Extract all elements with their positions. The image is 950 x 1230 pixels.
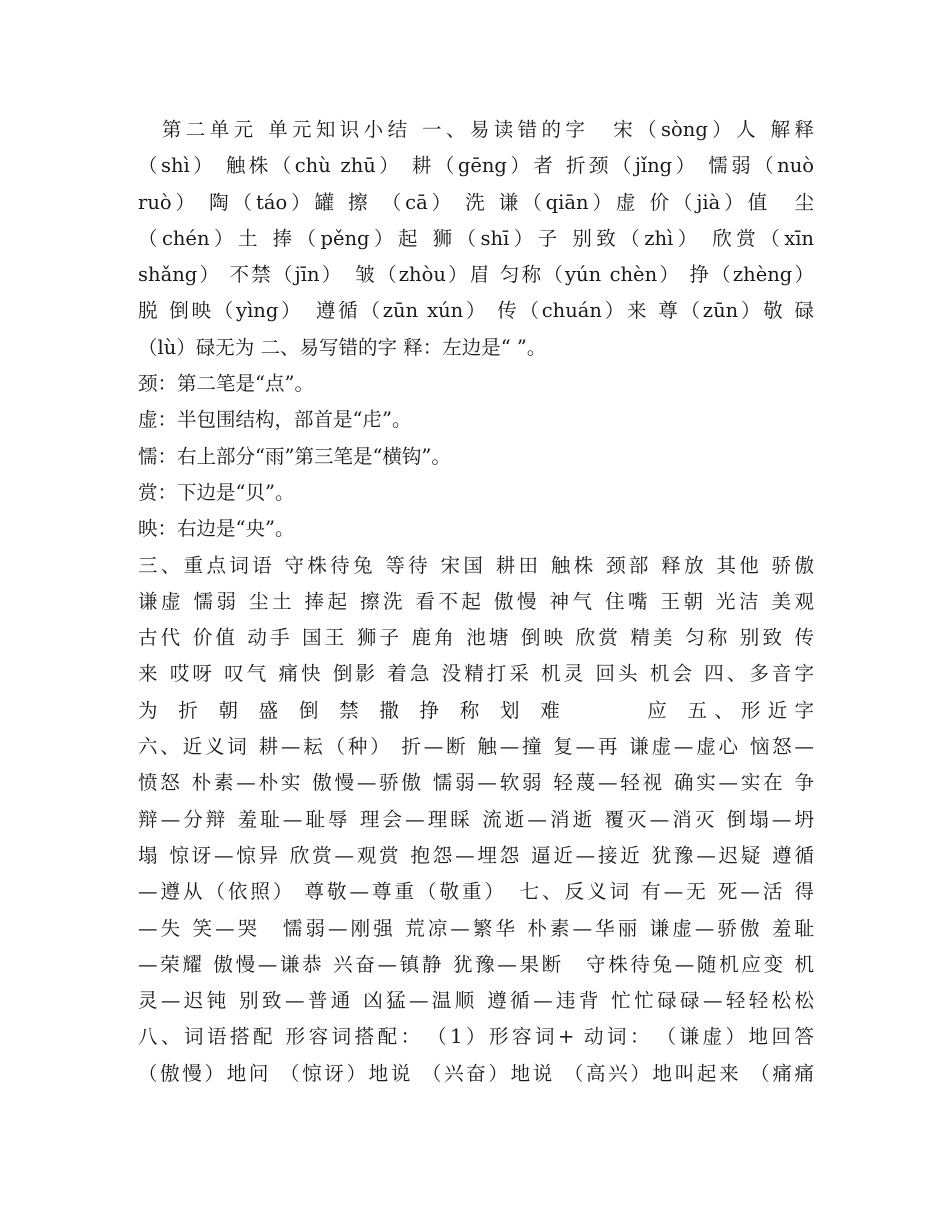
text-line: 灵—迟钝 别致—普通 凶猛—温顺 遵循—违背 忙忙碌碌—轻轻松松: [138, 989, 814, 1013]
text-line: 愤怒 朴素—朴实 傲慢—骄傲 懦弱—软弱 轻蔑—轻视 确实—实在 争: [138, 771, 814, 795]
text-line: 懦：右上部分“雨”第三笔是“横钩”。: [138, 444, 451, 468]
text-line: shǎng） 不禁（jīn） 皱（zhòu）眉 匀称（yún chèn） 挣（zhèng）: [138, 263, 814, 287]
text-line: （lù）碌无为 二、易写错的字 释：左边是“ ”。: [138, 335, 547, 359]
text-line: 脱 倒映（yìng） 遵循（zūn xún） 传（chuán）来 尊（zūn）敬 碌: [138, 299, 814, 323]
text-line: 映：右边是“央”。: [138, 517, 295, 541]
text-line: ruò） 陶（táo）罐 擦 （cā） 洗 谦（qiān）虚 价（jià）值 尘: [138, 190, 814, 214]
text-line: 三、重点词语 守株待兔 等待 宋国 耕田 触株 颈部 释放 其他 骄傲: [138, 553, 814, 577]
document-body: [138, 112, 814, 1092]
text-line: 六、近义词 耕—耘（种） 折—断 触—撞 复—再 谦虚—虚心 恼怒—: [138, 735, 814, 759]
text-line: 颈：第二笔是“点”。: [138, 372, 314, 396]
text-line: 辩—分辩 羞耻—耻辱 理会—理睬 流逝—消逝 覆灭—消灭 倒塌—坍: [138, 807, 814, 831]
text-line: （shì） 触株（chù zhū） 耕（gēng）者 折颈（jǐng） 懦弱（nuò: [138, 154, 814, 178]
text-line: 来 哎呀 叹气 痛快 倒影 着急 没精打采 机灵 回头 机会 四、多音字: [138, 662, 814, 686]
text-line: （chén）土 捧（pěng）起 狮（shī）子 别致（zhì） 欣赏（xīn: [138, 226, 814, 250]
text-line: 赏：下边是“贝”。: [138, 480, 295, 504]
text-line: 第二单元 单元知识小结 一、易读错的字 宋（sòng）人 解释: [138, 118, 814, 141]
text-line: —荣耀 傲慢—谦恭 兴奋—镇静 犹豫—果断 守株待兔—随机应变 机: [138, 952, 814, 976]
text-line: （傲慢）地问 （惊讶）地说 （兴奋）地说 （高兴）地叫起来 （痛痛: [138, 1061, 814, 1085]
text-line: 古代 价值 动手 国王 狮子 鹿角 池塘 倒映 欣赏 精美 匀称 别致 传: [138, 626, 814, 650]
text-line: 谦虚 懦弱 尘土 捧起 擦洗 看不起 傲慢 神气 住嘴 王朝 光洁 美观: [138, 589, 814, 613]
text-line: —遵从（依照） 尊敬—尊重（敬重） 七、反义词 有—无 死—活 得: [138, 880, 814, 904]
text-line: 为 折 朝 盛 倒 禁 撒 挣 称 划 难 应 五、形近字: [138, 698, 814, 722]
text-line: 塌 惊讶—惊异 欣赏—观赏 抱怨—埋怨 逼近—接近 犹豫—迟疑 遵循: [138, 843, 814, 867]
text-line: —失 笑—哭 懦弱—刚强 荒凉—繁华 朴素—华丽 谦虚—骄傲 羞耻: [138, 916, 814, 940]
text-line: 八、词语搭配 形容词搭配： （1）形容词+ 动词： （谦虚）地回答: [138, 1025, 814, 1049]
text-line: 虚：半包围结构，部首是“虍”。: [138, 408, 412, 432]
